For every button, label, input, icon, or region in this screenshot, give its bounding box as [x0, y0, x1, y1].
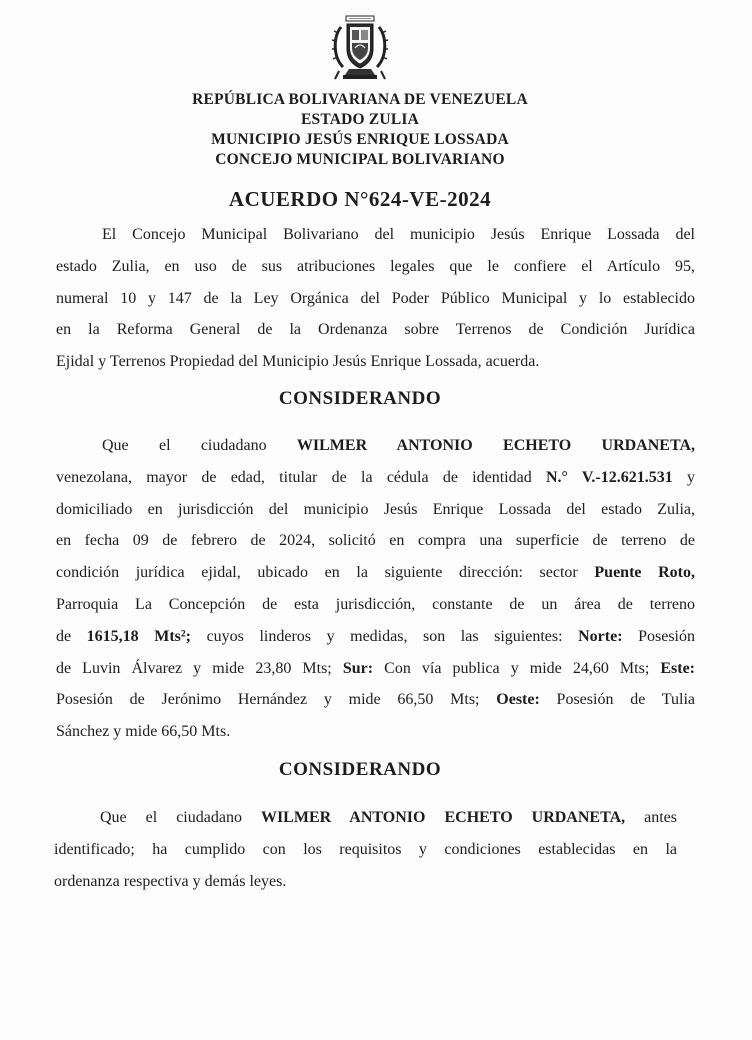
boundary-west-label: Oeste:	[496, 691, 540, 709]
header-state: ESTADO ZULIA	[301, 111, 419, 128]
citizen-id: N.° V.-12.621.531	[546, 468, 673, 486]
citizen-name: WILMER ANTONIO ECHETO URDANETA,	[260, 809, 626, 826]
land-area: 1615,18 Mts²;	[86, 627, 192, 645]
considerando-1-line: Posesión de Jerónimo Hernández y mide 66,50 Mts; Oeste: Posesión de Tulia	[56, 691, 695, 709]
document-title: ACUERDO N°624-VE-2024	[228, 187, 492, 211]
header-country: REPÚBLICA BOLIVARIANA DE VENEZUELA	[192, 91, 528, 108]
considerando-heading-2: CONSIDERANDO	[278, 759, 442, 780]
coat-of-arms-seal-icon	[331, 15, 389, 83]
considerando-1-line: venezolana, mayor de edad, titular de la cédula de identidad N.° V.-12.621.531 y	[56, 468, 696, 486]
considerando-1-line: condición jurídica ejidal, ubicado en la siguiente dirección: sector Puente Roto,	[56, 564, 696, 582]
intro-line: Ejidal y Terrenos Propiedad del Municipio Jesús Enrique Lossada, acuerda.	[56, 353, 540, 371]
sector-name: Puente Roto,	[594, 564, 696, 582]
institution-header	[120, 90, 600, 170]
considerando-1-line: domiciliado en jurisdicción del municipio Jesús Enrique Lossada del estado Zulia,	[56, 500, 695, 518]
considerando-2-line: Que el ciudadano WILMER ANTONIO ECHETO URDANETA, antes	[100, 809, 677, 826]
considerando-1-line: de Luvin Álvarez y mide 23,80 Mts; Sur: Con vía publica y mide 24,60 Mts; Este:	[56, 659, 695, 677]
boundary-north-label: Norte:	[578, 627, 623, 645]
intro-line: estado Zulia, en uso de sus atribuciones legales que le confiere el Artículo 95,	[56, 257, 695, 275]
considerando-1-paragraph	[56, 430, 695, 748]
considerando-2-line: identificado; ha cumplido con los requisitos y condiciones establecidas en la	[54, 840, 677, 858]
considerando-2-paragraph	[54, 802, 677, 897]
considerando-1-line: en fecha 09 de febrero de 2024, solicitó en compra una superficie de terreno de	[56, 532, 695, 550]
considerando-1-line: de 1615,18 Mts²; cuyos linderos y medidas, son las siguientes: Norte: Posesión	[56, 627, 696, 645]
intro-paragraph	[56, 219, 695, 378]
intro-line: El Concejo Municipal Bolivariano del municipio Jesús Enrique Lossada del	[102, 226, 695, 243]
header-council: CONCEJO MUNICIPAL BOLIVARIANO	[215, 151, 505, 168]
intro-line: numeral 10 y 147 de la Ley Orgánica del Poder Público Municipal y lo establecido	[56, 289, 695, 307]
intro-line: en la Reforma General de la Ordenanza sobre Terrenos de Condición Jurídica	[56, 321, 695, 339]
citizen-name: WILMER ANTONIO ECHETO URDANETA,	[296, 437, 695, 454]
considerando-heading-1: CONSIDERANDO	[278, 388, 442, 409]
considerando-1-line: Sánchez y mide 66,50 Mts.	[56, 723, 231, 741]
header-municipality: MUNICIPIO JESÚS ENRIQUE LOSSADA	[211, 131, 509, 148]
considerando-1-line: Que el ciudadano WILMER ANTONIO ECHETO URDANETA,	[102, 437, 695, 454]
boundary-south-label: Sur:	[342, 659, 374, 677]
boundary-east-label: Este:	[660, 659, 695, 677]
considerando-1-line: Parroquia La Concepción de esta jurisdicción, constante de un área de terreno	[56, 595, 695, 613]
considerando-2-line: ordenanza respectiva y demás leyes.	[54, 872, 287, 890]
